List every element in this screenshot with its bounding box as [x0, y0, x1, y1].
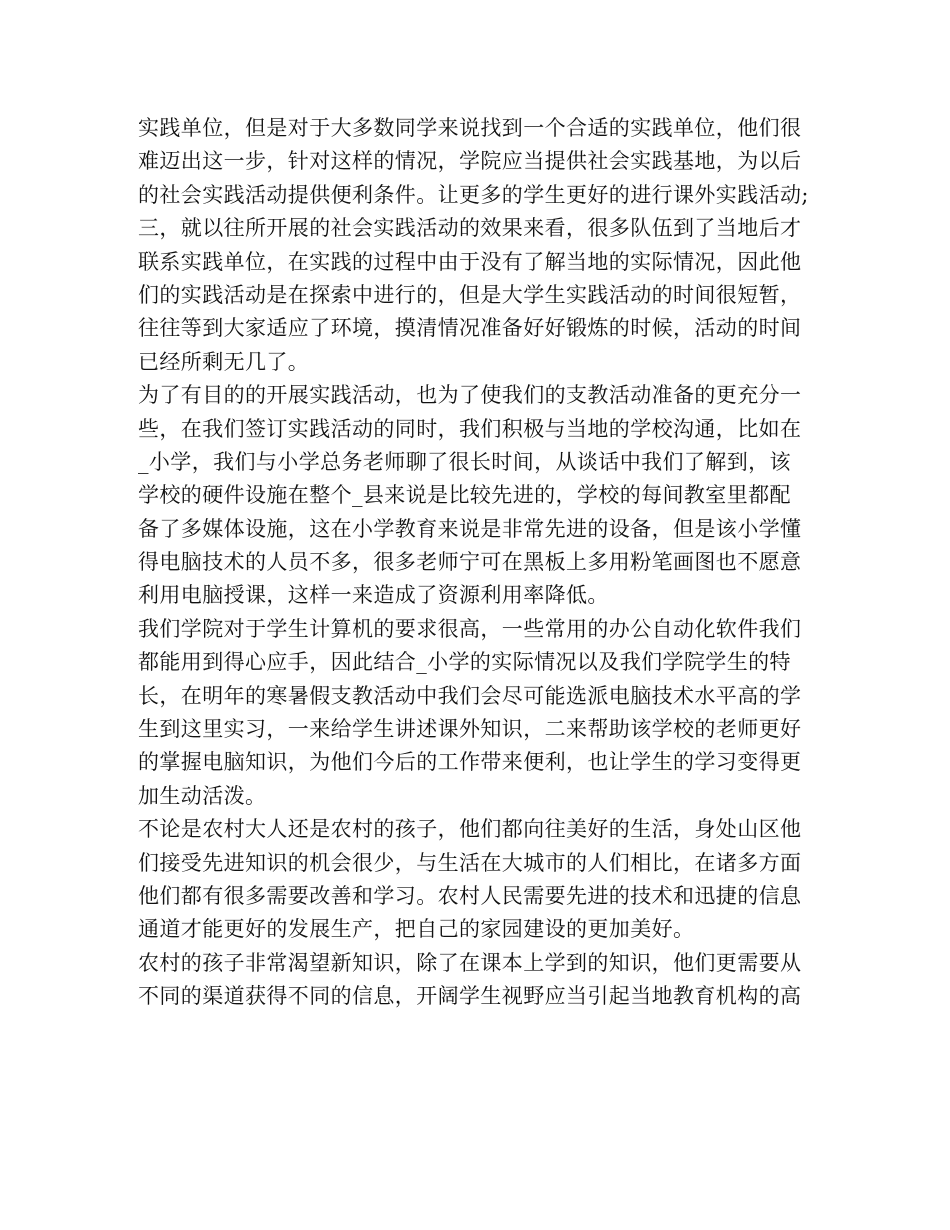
text-line: 我们学院对于学生计算机的要求很高，一些常用的办公自动化软件我们: [138, 616, 802, 641]
text-line: 为了有目的的开展实践活动，也为了使我们的支教活动准备的更充分一: [138, 383, 802, 408]
text-line: 已经所剩无几了。: [138, 349, 310, 374]
text-line: 实践单位，但是对于大多数同学来说找到一个合适的实践单位，他们很: [138, 116, 802, 140]
text-line: 都能用到得心应手，因此结合_小学的实际情况以及我们学院学生的特: [138, 650, 791, 675]
text-line: 不论是农村大人还是农村的孩子，他们都向往美好的生活，身处山区他: [138, 817, 802, 842]
text-line: 些，在我们签订实践活动的同时，我们积极与当地的学校沟通，比如在: [138, 416, 802, 441]
text-line: 利用电脑授课，这样一来造成了资源利用率降低。: [138, 583, 609, 608]
text-line: 备了多媒体设施，这在小学教育来说是非常先进的设备，但是该小学懂: [138, 516, 802, 541]
text-line: 往往等到大家适应了环境，摸清情况准备好好锻炼的时候，活动的时间: [138, 316, 802, 341]
text-line: 们的实践活动是在探索中进行的，但是大学生实践活动的时间很短暂，: [138, 282, 802, 307]
text-line: 通道才能更好的发展生产，把自己的家园建设的更加美好。: [138, 917, 695, 942]
text-line: 加生动活泼。: [138, 783, 267, 808]
text-line: 难迈出这一步，针对这样的情况，学院应当提供社会实践基地，为以后: [138, 149, 802, 174]
text-line: 们接受先进知识的机会很少，与生活在大城市的人们相比，在诸多方面: [138, 850, 802, 875]
text-line: _小学，我们与小学总务老师聊了很长时间，从谈话中我们了解到，该: [138, 449, 791, 474]
body-text: [138, 112, 818, 1014]
text-line: 不同的渠道获得不同的信息，开阔学生视野应当引起当地教育机构的高: [138, 984, 802, 1009]
text-line: 的社会实践活动提供便利条件。让更多的学生更好的进行课外实践活动;: [138, 182, 809, 207]
text-line: 学校的硬件设施在整个_县来说是比较先进的，学校的每间教室里都配: [138, 483, 791, 508]
text-line: 生到这里实习，一来给学生讲述课外知识，二来帮助该学校的老师更好: [138, 717, 802, 742]
text-line: 得电脑技术的人员不多，很多老师宁可在黑板上多用粉笔画图也不愿意: [138, 550, 802, 575]
text-line: 他们都有很多需要改善和学习。农村人民需要先进的技术和迅捷的信息: [138, 883, 802, 908]
text-line: 的掌握电脑知识，为他们今后的工作带来便利，也让学生的学习变得更: [138, 750, 802, 775]
text-line: 农村的孩子非常渴望新知识，除了在课本上学到的知识，他们更需要从: [138, 950, 802, 975]
text-line: 联系实践单位，在实践的过程中由于没有了解当地的实际情况，因此他: [138, 249, 802, 274]
text-line: 长，在明年的寒暑假支教活动中我们会尽可能选派电脑技术水平高的学: [138, 683, 802, 708]
text-line: 三，就以往所开展的社会实践活动的效果来看，很多队伍到了当地后才: [138, 216, 802, 241]
